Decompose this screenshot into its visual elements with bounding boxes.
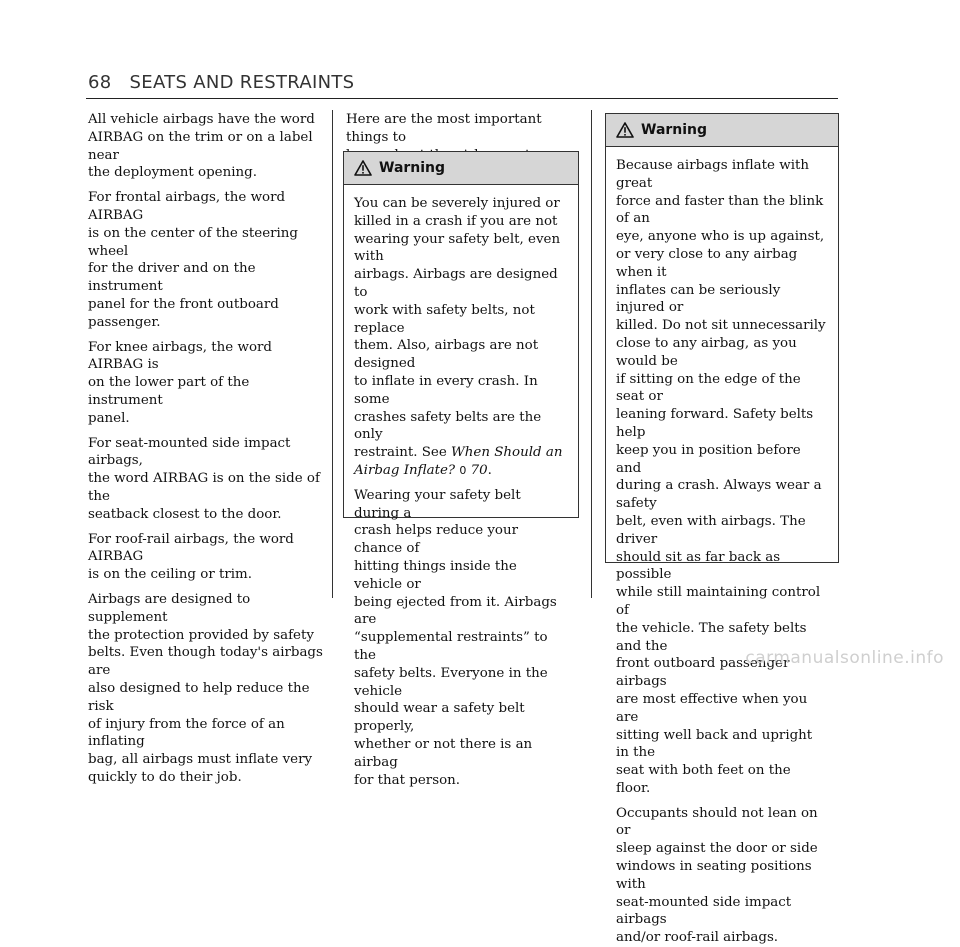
page-number: 68 <box>88 72 112 93</box>
warning-triangle-icon <box>616 122 634 138</box>
warning-paragraph <box>354 195 568 480</box>
page-header <box>88 72 354 93</box>
paragraph: For frontal airbags, the word AIRBAG is on the center of the steering wheel for the driver and on the instrument panel for the front outboard passenger. <box>88 190 298 330</box>
warning-paragraph: Because airbags inflate with great force and faster than the blink of an eye, anyone who is up against, or very close to any airbag when it inflates can be seriously injured or killed. Do not sit unnecessarily close to any airbag, as you would be if sitting on the edge of the seat or leaning forward. Safety belts help keep you in position before and during a crash. Always wear a safety belt, even with airbags. The driver should sit as far back as possible while still maintaining control of the vehicle. The safety belts and the front outboard passenger airbags are most effective when you are sitting well back and upright in the seat with both feet on the floor. <box>616 158 826 796</box>
paragraph: For knee airbags, the word AIRBAG is on the lower part of the instrument panel. <box>88 339 272 426</box>
sentence-end: . <box>487 462 492 478</box>
warning-header <box>344 152 578 185</box>
warning-title: Warning <box>641 122 708 138</box>
warning-paragraph: Wearing your safety belt during a crash helps reduce your chance of hitting things inside the vehicle or being ejected from it. Airbags are “supplemental restraints” to the safety belts. Everyone in the vehicle should wear a safety belt properly, whether or not there is an airbag for that person. <box>354 487 557 788</box>
watermark: carmanualsonline.info <box>745 648 944 668</box>
warning-text: You can be severely injured or killed in a crash if you are not wearing your safety belt, even with airbags. Airbags are designed to work with safety belts, not replace them. Also, airbags are not designed to inflate in every crash. In some crashes safety belts are the only restraint. See <box>354 196 561 461</box>
warning-body <box>606 147 838 947</box>
paragraph: All vehicle airbags have the word AIRBAG on the trim or on a label near the deployment opening. <box>88 112 315 181</box>
warning-box-2 <box>605 113 839 946</box>
warning-body <box>344 185 578 789</box>
paragraph: Airbags are designed to supplement the protection provided by safety belts. Even though today's airbags are also designed to help reduce the risk of injury from the force of an inflating bag, all airbags must inflate very quickly to do their job. <box>88 591 323 785</box>
warning-title: Warning <box>379 160 446 176</box>
warning-header <box>606 114 838 147</box>
paragraph: For roof-rail airbags, the word AIRBAG is on the ceiling or trim. <box>88 531 294 583</box>
page-ref-icon: 0 <box>459 463 467 477</box>
column-1 <box>88 111 324 794</box>
intro-paragraph: Here are the most important things to <box>346 112 542 145</box>
warning-triangle-icon <box>354 160 372 176</box>
header-rule <box>86 98 838 99</box>
warning-paragraph: Occupants should not lean on or sleep against the door or side windows in seating positions with seat-mounted side impact airbags and/or roof-rail airbags. <box>616 805 818 946</box>
warning-box-1 <box>343 151 579 788</box>
column-divider-1 <box>332 110 333 598</box>
page-reference[interactable]: 70 <box>470 462 488 478</box>
cross-reference-link[interactable]: When Should an Airbag Inflate? <box>354 445 563 478</box>
column-divider-2 <box>591 110 592 598</box>
section-title: SEATS AND RESTRAINTS <box>129 72 355 93</box>
paragraph: For seat-mounted side impact airbags, the word AIRBAG is on the side of the seatback closest to the door. <box>88 435 320 522</box>
